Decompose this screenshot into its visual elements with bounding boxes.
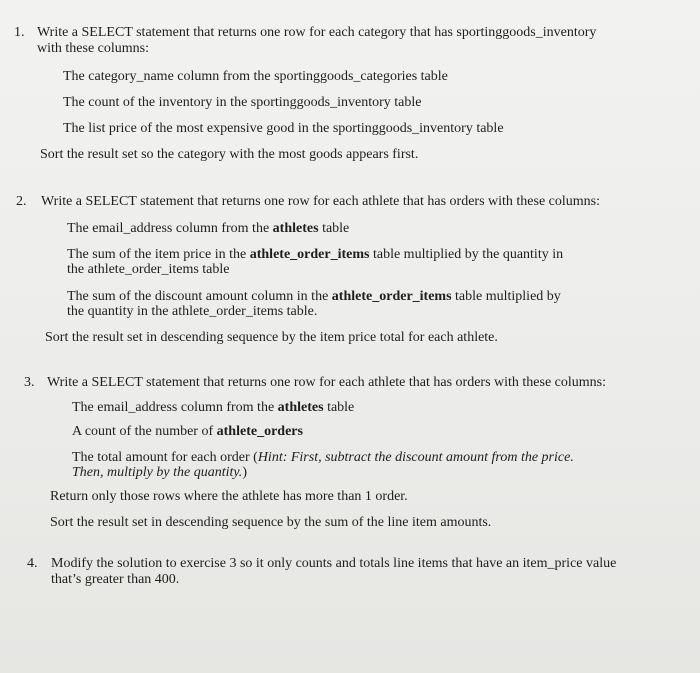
column-item <box>72 400 354 415</box>
column-item <box>67 289 561 304</box>
item-text: table <box>318 221 350 236</box>
table-name: athletes <box>277 400 324 415</box>
item-text: table <box>323 400 355 415</box>
hint-text: Then, multiply by the quantity. <box>72 465 243 480</box>
table-name: athlete_order_items <box>249 247 370 262</box>
exercise-text: Modify the solution to exercise 3 so it only counts and totals line items that have an item_price value <box>51 556 617 571</box>
column-item: The category_name column from the sportinggoods_categories table <box>63 69 448 84</box>
column-item <box>67 247 563 262</box>
column-item: The count of the inventory in the sportinggoods_inventory table <box>63 95 422 110</box>
exercise-number: 3. <box>24 375 35 390</box>
item-text: table multiplied by <box>451 289 561 304</box>
table-name: athlete_order_items <box>331 289 452 304</box>
column-item-cont: the quantity in the athlete_order_items table. <box>67 304 318 319</box>
item-text: The email_address column from the <box>72 400 278 415</box>
item-text: A count of the number of <box>72 424 217 439</box>
exercise-intro: Write a SELECT statement that returns one row for each category that has sportinggoods_inventory <box>37 25 597 40</box>
sort-instruction: Sort the result set in descending sequence by the item price total for each athlete. <box>45 330 498 345</box>
item-text: ) <box>242 465 247 480</box>
sort-instruction: Sort the result set in descending sequence by the sum of the line item amounts. <box>50 515 492 530</box>
column-item-cont <box>72 465 247 480</box>
exercise-number: 2. <box>16 194 27 209</box>
item-text: The email_address column from the <box>67 221 273 236</box>
item-text: The sum of the discount amount column in the <box>67 289 332 304</box>
hint-text: Hint: First, subtract the discount amount from the price. <box>257 450 574 465</box>
filter-instruction: Return only those rows where the athlete has more than 1 order. <box>50 489 408 504</box>
exercise-number: 4. <box>27 556 38 571</box>
column-item <box>67 221 349 236</box>
item-text: The total amount for each order ( <box>72 450 258 465</box>
table-name: athletes <box>272 221 319 236</box>
column-item <box>72 450 574 465</box>
table-name: athlete_orders <box>216 424 303 439</box>
column-item <box>72 424 303 439</box>
exercise-intro-cont: with these columns: <box>37 41 149 56</box>
exercise-intro: Write a SELECT statement that returns one row for each athlete that has orders with these columns: <box>41 194 601 209</box>
exercise-intro: Write a SELECT statement that returns one row for each athlete that has orders with these columns: <box>47 375 607 390</box>
column-item-cont: the athlete_order_items table <box>67 262 230 277</box>
column-item: The list price of the most expensive good in the sportinggoods_inventory table <box>63 121 504 136</box>
exercise-text-cont: that’s greater than 400. <box>51 572 180 587</box>
sort-instruction: Sort the result set so the category with the most goods appears first. <box>40 147 419 162</box>
item-text: table multiplied by the quantity in <box>369 247 564 262</box>
exercise-number: 1. <box>14 25 25 40</box>
item-text: The sum of the item price in the <box>67 247 250 262</box>
